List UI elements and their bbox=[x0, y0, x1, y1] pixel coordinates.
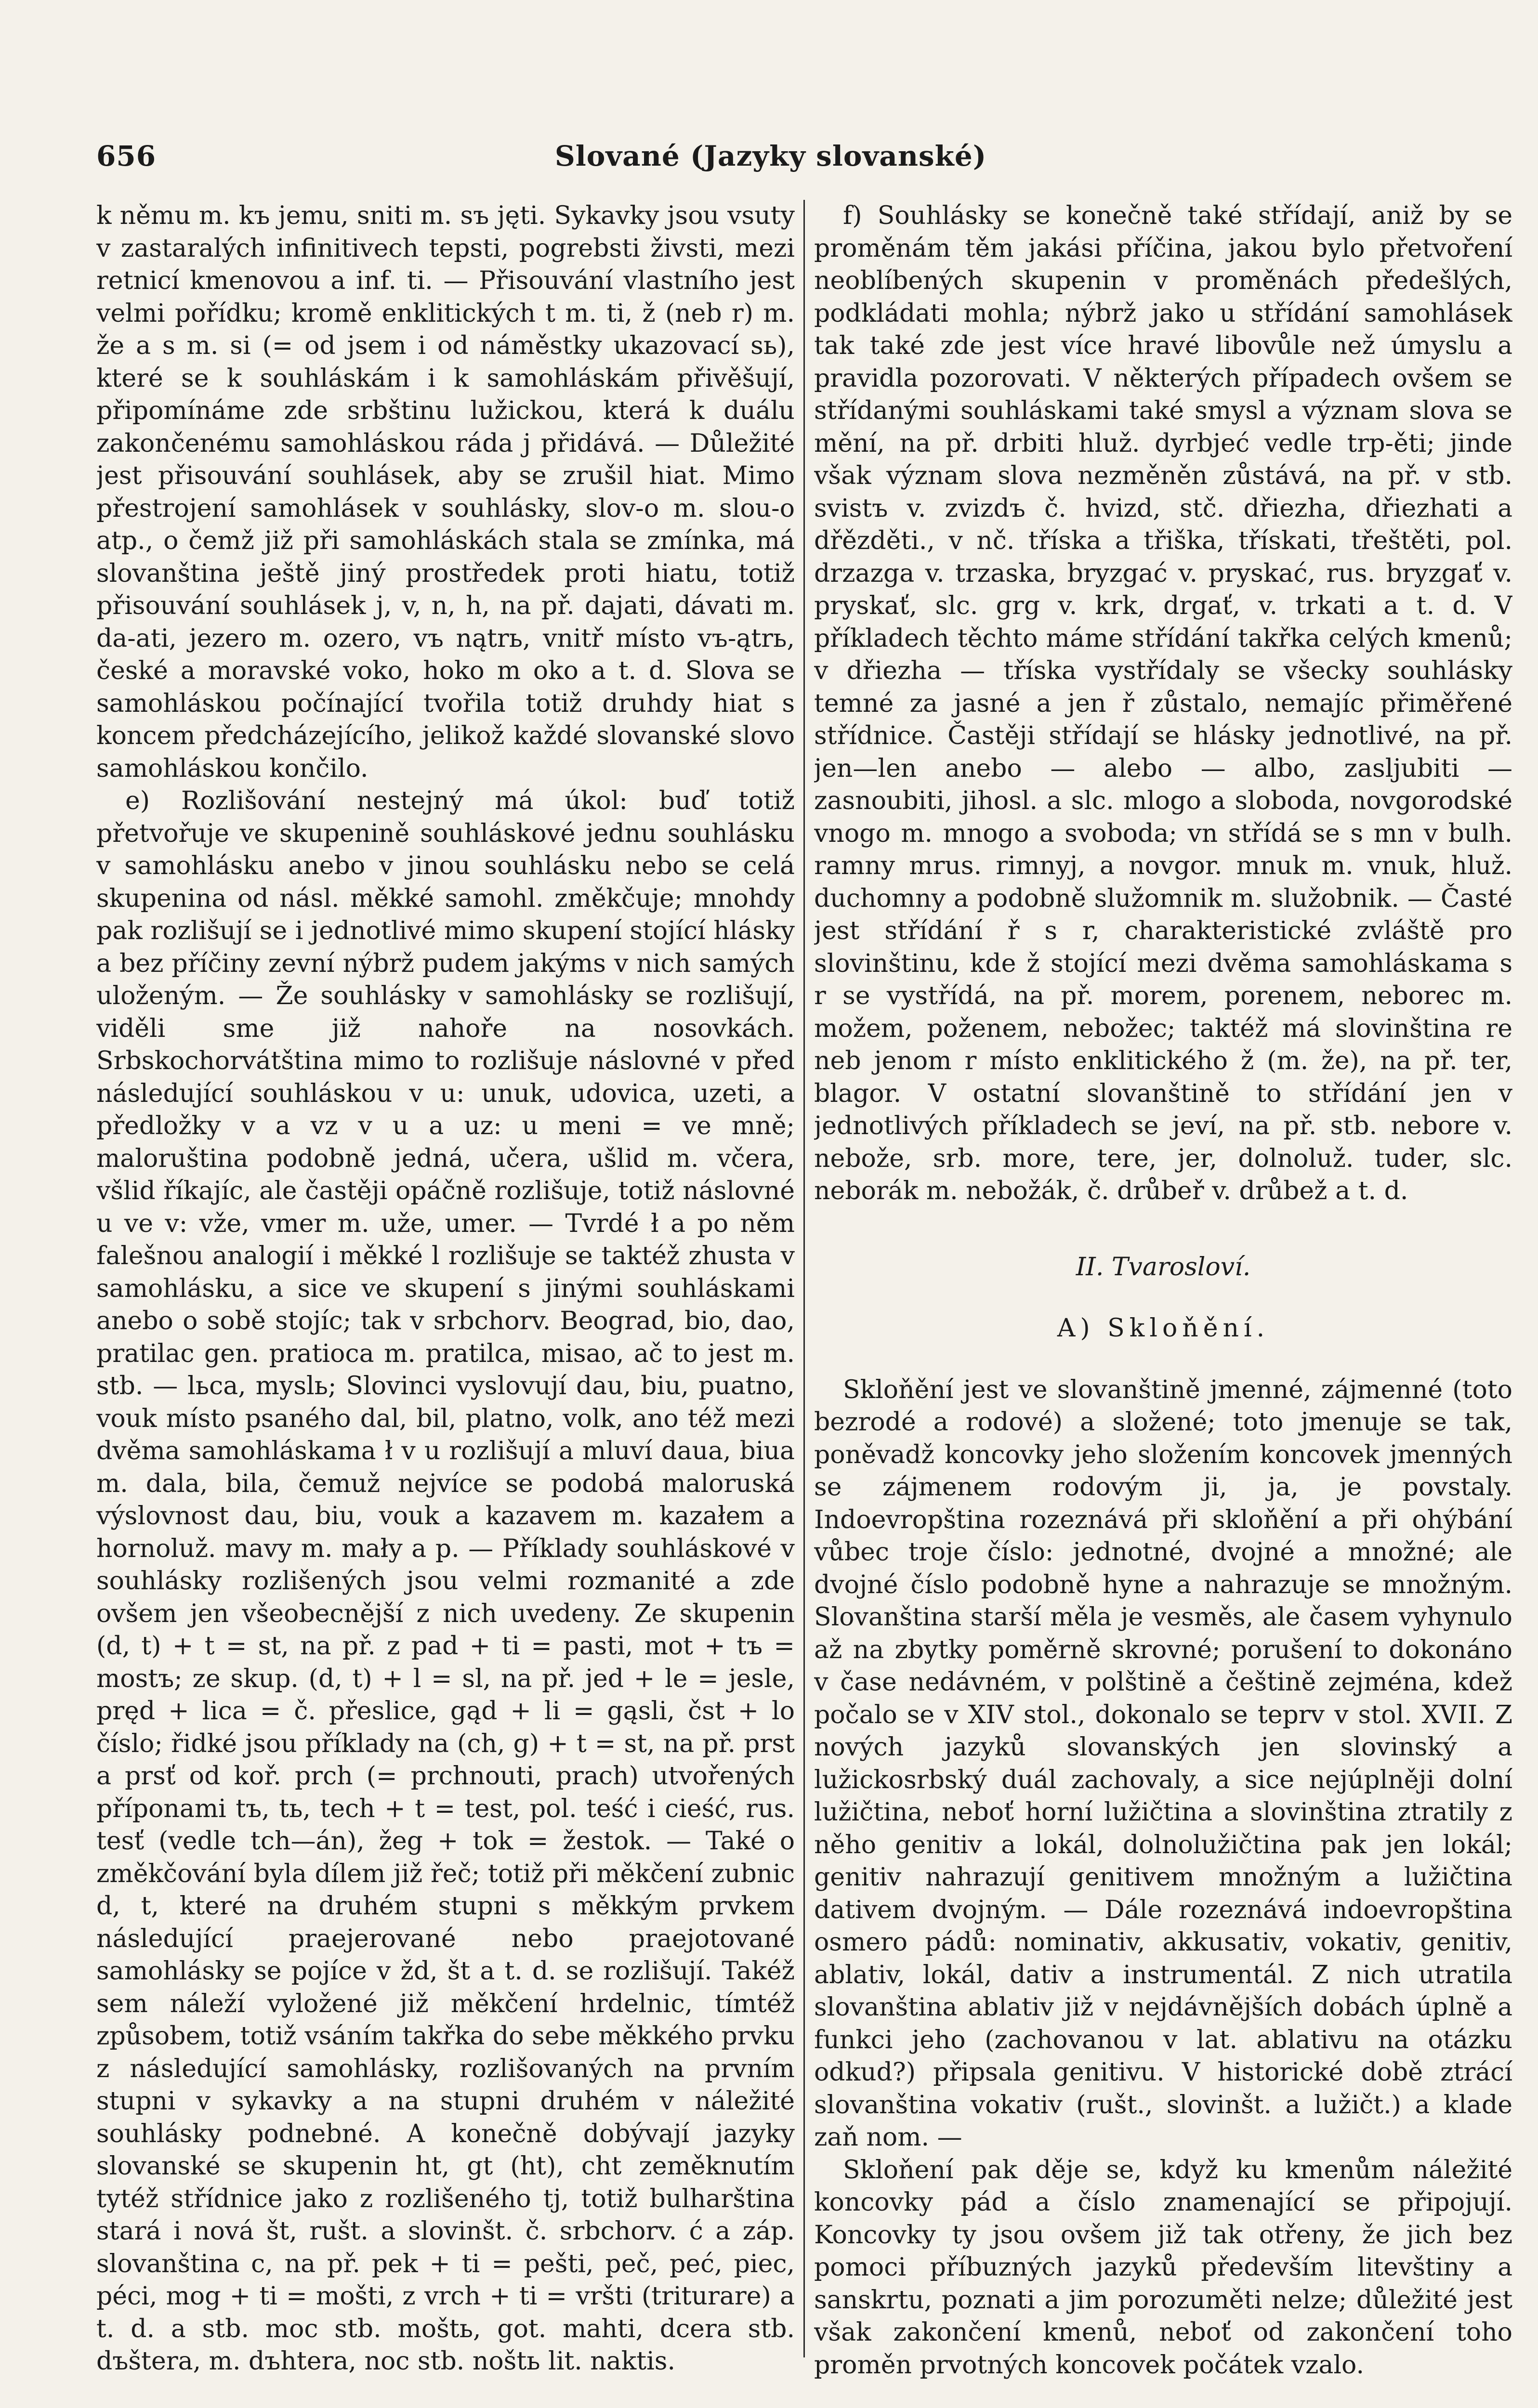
page-header bbox=[96, 130, 1445, 183]
paragraph-right-1: f) Souhlásky se konečně také střídají, aniž by se proměnám těm jakási příčina, jakou bylo přetvoření neoblíbených skupenin v proměnách předešlých, podkládati mohla; nýbrž jako u střídání samohlásek tak také zde jest více hravé libovůle než úmyslu a pravidla pozorovati. V některých případech ovšem se střídanými souhláskami také smysl a význam slova se mění, na př. drbiti hluž. dyrbjeć vedle trp-ěti; jinde však význam slova nezměněn zůstává, na př. v stb. svistъ v. zvizdъ č. hvizd, stč. dřiezha, dřiezhati a dřězděti., v nč. tříska a třiška, třískati, třeštěti, pol. drzazga v. trzaska, bryzgać v. pryskać, rus. bryzgať v. pryskať, slc. grg v. krk, drgať, v. trkati a t. d. V příkladech těchto máme střídání takřka celých kmenů; v dřiezha — tříska vystřídaly se všecky souhlásky temné za jasné a jen ř zůstalo, nemajíc přiměřené střídnice. Častěji střídají se hlásky jednotlivé, na př. jen—len anebo — alebo — albo, zasljubiti — zasnoubiti, jihosl. a slc. mlogo a sloboda, novgorodské vnogo m. mnogo a svoboda; vn střídá se s mn v bulh. ramny mrus. rimnyj, a novgor. mnuk m. vnuk, hluž. duchomny a podobně služomnik m. služobnik. — Časté jest střídání ř s r, charakteristické zvláště pro slovinštinu, kde ž stojící mezi dvěma samohláskama s r se vystřídá, na př. morem, porenem, neborec m. možem, poženem, nebožec; taktéž má slovinština re neb jenom r místo enklitického ž (m. že), na př. ter, blagor. V ostatní slovanštině to střídání jen v jednotlivých příkladech se jeví, na př. stb. nebore v. nebože, srb. more, tere, jer, dolnoluž. tuder, slc. neborák m. nebožák, č. drůbeř v. drůbež a t. d. bbox=[814, 201, 1512, 1205]
paragraph-left-2: e) Rozlišování nestejný má úkol: buď totiž přetvořuje ve skupenině souhláskové jednu souhlásku v samohlásku anebo v jinou souhlásku nebo se celá skupenina od násl. měkké samohl. změkčuje; mnohdy pak rozlišují se i jednotlivé mimo skupení stojící hlásky a bez příčiny zevní nýbrž pudem jakýms v nich samých uloženým. — Že souhlásky v samohlásky se rozlišují, viděli sme již nahoře na nosovkách. Srbskochorvátština mimo to rozlišuje náslovné v před následující souhláskou v u: unuk, udovica, uzeti, a předložky v a vz v u a uz: u meni = ve mně; maloruština podobně jedná, učera, ušlid m. včera, všlid říkajíc, ale častěji opáčně rozlišuje, totiž náslovné u ve v: vže, vmer m. uže, umer. — Tvrdé ł a po něm falešnou analogií i měkké l rozlišuje se taktéž zhusta v samohlásku, a sice ve skupení s jinými souhláskami anebo o sobě stojíc; tak v srbchorv. Beograd, bio, dao, pratilac gen. pratioca m. pratilca, misao, ač to jest m. stb. — lьca, myslь; Slovinci vyslovují dau, biu, puatno, vouk místo psaného dal, bil, platno, volk, ano též mezi dvěma samohláskama ł v u rozlišují a mluví daua, biua m. dala, bila, čemuž nejvíce se podobá maloruská výslovnost dau, biu, vouk a kazavem m. kazałem a hornoluž. mavy m. mały a p. — Příklady souhláskové v souhlásky rozlišených jsou velmi rozmanité a zde ovšem jen všeobecnější z nich uvedeny. Ze skupenin (d, t) + t = st, na př. z pad + ti = pasti, mot + tъ = mostъ; ze skup. (d, t) + l = sl, na př. jed + le = jesle, pręd + lica = č. přeslice, gąd + li = gąsli, čst + lo číslo; řidké jsou příklady na (ch, g) + t = st, na př. prst a prsť od koř. prch (= prchnouti, prach) utvořených příponami tъ, tь, tech + t = test, pol. teść i cieść, rus. tesť (vedle tch—án), žeg + tok = žestok. — Také o změkčování byla dílem již řeč; totiž při měkčení zubnic d, t, které na druhém stupni s měkkým prvkem následující praejerované nebo praejotované samohlásky se pojíce v žd, št a t. d. se rozlišují. Takéž sem náleží vyložené již měkčení hrdelnic, tímtéž způsobem, totiž vsáním takřka do sebe měkkého prvku z následující samohlásky, rozlišovaných na prvním stupni v sykavky a na stupni druhém v náležité souhlásky podnebné. A konečně dobývají jazyky slovanské se skupenin ht, gt (ht), cht zeměknutím tytéž střídnice jako z rozlišeného tj, totiž bulharština stará i nová št, rušt. a slovinšt. č. srbchorv. ć a záp. slovanština c, na př. pek + ti = pešti, peč, peć, piec, péci, mog + ti = mošti, z vrch + ti = vršti (triturare) a t. d. a stb. moc stb. moštь, got. mahti, dcera stb. dъštera, m. dъhtera, noc stb. noštь lit. naktis. bbox=[96, 786, 795, 2376]
running-title: Slované (Jazyky slovanské) bbox=[554, 140, 987, 172]
page-number: 656 bbox=[96, 140, 157, 172]
paragraph-right-2: Skloňění jest ve slovanštině jmenné, zájmenné (toto bezrodé a rodové) a složené; toto jmenuje se tak, poněvadž koncovky jeho složením koncovek jmenných se zájmenem rodovým ji, ja, je povstaly. Indoevropština rozeznává při skloňění a při ohýbání vůbec troje číslo: jednotné, dvojné a množné; ale dvojné číslo podobně hyne a nahrazuje se množným. Slovanština starší měla je vesměs, ale časem vyhynulo až na zbytky poměrně skrovné; porušení to dokonáno v čase nedávném, v polštině a češtině zejména, kdež počalo se v XIV stol., dokonalo se teprv v stol. XVII. Z nových jazyků slovanských jen slovinský a lužickosrbský duál zachovaly, a sice nejúplněji dolní lužičtina, neboť horní lužičtina a slovinština ztratily z něho genitiv a lokál, dolnolužičtina pak jen lokál; genitiv nahrazují genitivem množným a lužičtina dativem dvojným. — Dále rozeznává indoevropština osmero pádů: nominativ, akkusativ, vokativ, genitiv, ablativ, lokál, dativ a instrumentál. Z nich utratila slovanština ablativ již v nejdávnějších dobách úplně a funkci jeho (zachovanou v lat. ablativu na otázku odkud?) připsala genitivu. V historické době ztrácí slovanština vokativ (rušt., slovinšt. a lužičt.) a klade zaň nom. — bbox=[814, 1375, 1512, 2152]
subsection-title: A) Skloňění. bbox=[1057, 1314, 1270, 1343]
column-divider bbox=[803, 200, 805, 2357]
paragraph-right-3: Skloňení pak děje se, když ku kmenům náležité koncovky pád a číslo znamenající se připojují. Koncovky ty jsou ovšem již tak otřeny, že jich bez pomoci příbuzných jazyků především litevštiny a sanskrtu, poznati a jim porozuměti nelze; důležité jest však zakončení kmenů, neboť od zakončení toho proměn prvotných koncovek počátek vzalo. bbox=[814, 2155, 1512, 2380]
section-title: II. Tvarosloví. bbox=[1076, 1252, 1251, 1282]
left-column bbox=[96, 200, 795, 2406]
right-column bbox=[814, 200, 1512, 2406]
paragraph-left-1: k němu m. kъ jemu, sniti m. sъ jęti. Sykavky jsou vsuty v zastaralých infinitivech tepsti, pogrebsti živsti, mezi retnicí kmenovou a inf. ti. — Přisouvání vlastního jest velmi pořídku; kromě enklitických t m. ti, ž (neb r) m. že a s m. si (= od jsem i od náměstky ukazovací sь), které se k souhláskám i k samohláskám přivěšují, připomínáme zde srbštinu lužickou, která k duálu zakončenému samohláskou ráda j přidává. — Důležité jest přisouvání souhlásek, aby se zrušil hiat. Mimo přestrojení samohlásek v souhlásky, slov-o m. slou-o atp., o čemž již při samohláskách stala se zmínka, má slovanština ještě jiný prostředek proti hiatu, totiž přisouvání souhlásek j, v, n, h, na př. dajati, dávati m. da-ati, jezero m. ozero, vъ nątrь, vnitř místo vъ-ątrь, české a moravské voko, hoko m oko a t. d. Slova se samohláskou počínající tvořila totiž druhdy hiat s koncem předcházejícího, jelikož každé slovanské slovo samohláskou končilo. bbox=[96, 201, 795, 783]
